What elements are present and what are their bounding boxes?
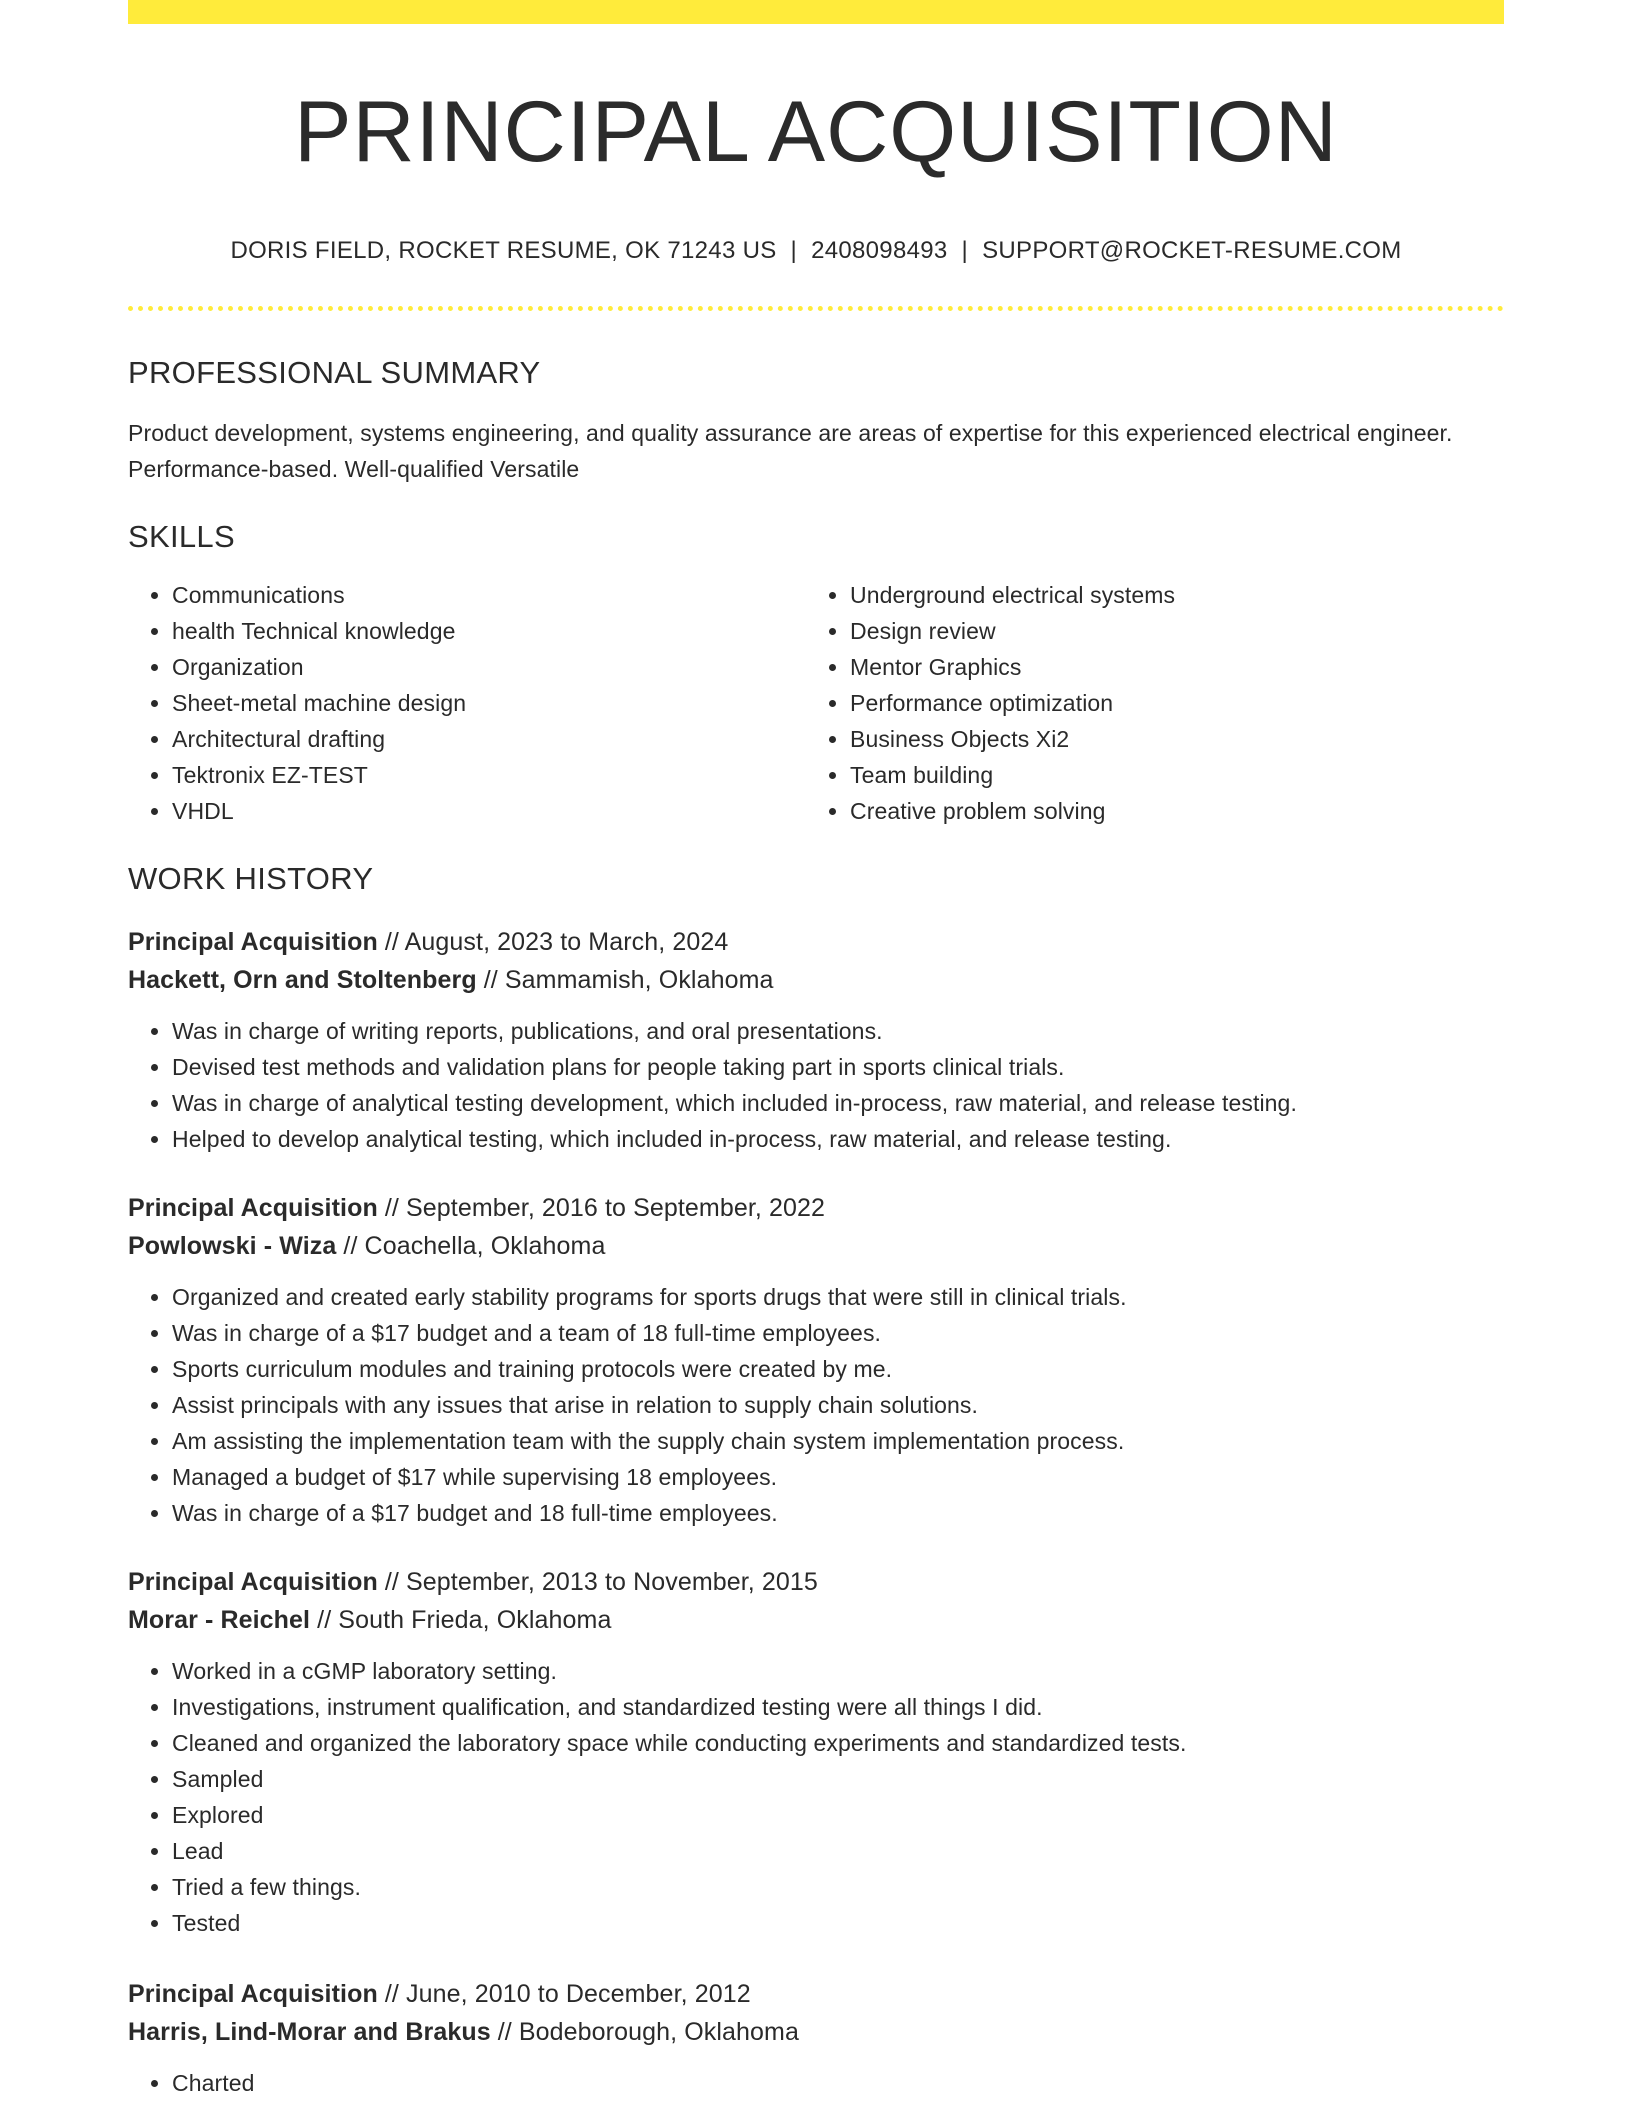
job-bullets bbox=[128, 1653, 1504, 1941]
job-role-line bbox=[128, 923, 1504, 961]
job-dates: // September, 2016 to September, 2022 bbox=[377, 1194, 825, 1222]
job-bullet: • Devised test methods and validation plans for people taking part in sports clinical trials. bbox=[172, 1049, 1504, 1085]
contact-phone: 2408098493 bbox=[811, 237, 948, 264]
job-dates: // September, 2013 to November, 2015 bbox=[377, 1568, 818, 1596]
skill-item: • Mentor Graphics bbox=[850, 649, 1484, 685]
skill-item: • Underground electrical systems bbox=[850, 577, 1484, 613]
job-bullets bbox=[128, 1013, 1504, 1157]
job-location: // Bodeborough, Oklahoma bbox=[490, 2018, 799, 2046]
job-bullet: • Charted bbox=[172, 2065, 1504, 2101]
job-bullets bbox=[128, 2065, 1504, 2101]
job-bullet: • Was in charge of analytical testing development, which included in-process, raw material, and release testing. bbox=[172, 1085, 1504, 1121]
job-company: Hackett, Orn and Stoltenberg bbox=[128, 966, 477, 994]
skills-list bbox=[128, 577, 1504, 829]
skill-item: • Tektronix EZ-TEST bbox=[172, 757, 806, 793]
job-bullet: • Cleaned and organized the laboratory space while conducting experiments and standardized tests. bbox=[172, 1725, 1504, 1761]
skill-item: • Communications bbox=[172, 577, 806, 613]
skill-item: • Design review bbox=[850, 613, 1484, 649]
job-role: Principal Acquisition bbox=[128, 1194, 378, 1222]
contact-line bbox=[128, 236, 1504, 266]
job-company-line bbox=[128, 2013, 1504, 2051]
job-bullet: • Was in charge of writing reports, publications, and oral presentations. bbox=[172, 1013, 1504, 1049]
job-entry bbox=[128, 923, 1504, 1157]
job-role: Principal Acquisition bbox=[128, 1980, 378, 2008]
job-company: Powlowski - Wiza bbox=[128, 1232, 337, 1260]
contact-separator: | bbox=[961, 237, 969, 264]
contact-separator: | bbox=[790, 237, 798, 264]
skill-item: • Performance optimization bbox=[850, 685, 1484, 721]
job-role-line bbox=[128, 1975, 1504, 2013]
skills-column-right bbox=[806, 577, 1484, 829]
job-bullet: • Am assisting the implementation team with the supply chain system implementation process. bbox=[172, 1423, 1504, 1459]
job-company-line bbox=[128, 1601, 1504, 1639]
job-company: Harris, Lind-Morar and Brakus bbox=[128, 2018, 491, 2046]
job-bullets bbox=[128, 1279, 1504, 1531]
job-dates: // June, 2010 to December, 2012 bbox=[377, 1980, 751, 2008]
dotted-divider bbox=[128, 306, 1504, 311]
summary-text: Product development, systems engineering, and quality assurance are areas of expertise for this experienced electrical engineer. Performance-based. Well-qualified Versatile bbox=[128, 420, 1453, 482]
job-company-line bbox=[128, 961, 1504, 999]
job-bullet: • Sports curriculum modules and training protocols were created by me. bbox=[172, 1351, 1504, 1387]
job-role-line bbox=[128, 1189, 1504, 1227]
resume-page bbox=[128, 0, 1504, 2101]
job-dates: // August, 2023 to March, 2024 bbox=[377, 928, 729, 956]
job-bullet: • Tried a few things. bbox=[172, 1869, 1504, 1905]
skill-item: • Business Objects Xi2 bbox=[850, 721, 1484, 757]
job-bullet: • Helped to develop analytical testing, which included in-process, raw material, and release testing. bbox=[172, 1121, 1504, 1157]
skill-item: • Creative problem solving bbox=[850, 793, 1484, 829]
job-bullet: • Assist principals with any issues that arise in relation to supply chain solutions. bbox=[172, 1387, 1504, 1423]
job-bullet: • Tested bbox=[172, 1905, 1504, 1941]
job-bullet: • Organized and created early stability programs for sports drugs that were still in clinical trials. bbox=[172, 1279, 1504, 1315]
job-entry bbox=[128, 1975, 1504, 2101]
accent-top-bar bbox=[128, 0, 1504, 24]
job-bullet: • Lead bbox=[172, 1833, 1504, 1869]
job-role-line bbox=[128, 1563, 1504, 1601]
job-company-line bbox=[128, 1227, 1504, 1265]
job-location: // Coachella, Oklahoma bbox=[336, 1232, 606, 1260]
job-bullet: • Was in charge of a $17 budget and a team of 18 full-time employees. bbox=[172, 1315, 1504, 1351]
job-bullet: • Sampled bbox=[172, 1761, 1504, 1797]
skill-item: • VHDL bbox=[172, 793, 806, 829]
skills-heading: SKILLS bbox=[128, 519, 235, 554]
job-bullet: • Explored bbox=[172, 1797, 1504, 1833]
summary-heading: PROFESSIONAL SUMMARY bbox=[128, 355, 541, 390]
job-role: Principal Acquisition bbox=[128, 1568, 378, 1596]
job-location: // South Frieda, Oklahoma bbox=[310, 1606, 612, 1634]
job-location: // Sammamish, Oklahoma bbox=[476, 966, 774, 994]
job-entry bbox=[128, 1189, 1504, 1531]
job-role: Principal Acquisition bbox=[128, 928, 378, 956]
skills-column-left bbox=[128, 577, 806, 829]
job-bullet: • Investigations, instrument qualification, and standardized testing were all things I did. bbox=[172, 1689, 1504, 1725]
resume-title: PRINCIPAL ACQUISITION bbox=[294, 84, 1338, 180]
contact-address: DORIS FIELD, ROCKET RESUME, OK 71243 US bbox=[230, 237, 777, 264]
skill-item: • Team building bbox=[850, 757, 1484, 793]
skill-item: • Sheet-metal machine design bbox=[172, 685, 806, 721]
skill-item: • health Technical knowledge bbox=[172, 613, 806, 649]
contact-email: SUPPORT@ROCKET-RESUME.COM bbox=[982, 237, 1402, 264]
job-bullet: • Worked in a cGMP laboratory setting. bbox=[172, 1653, 1504, 1689]
skill-item: • Architectural drafting bbox=[172, 721, 806, 757]
job-bullet: • Was in charge of a $17 budget and 18 full-time employees. bbox=[172, 1495, 1504, 1531]
job-bullet: • Managed a budget of $17 while supervising 18 employees. bbox=[172, 1459, 1504, 1495]
job-company: Morar - Reichel bbox=[128, 1606, 311, 1634]
skill-item: • Organization bbox=[172, 649, 806, 685]
work-history-heading: WORK HISTORY bbox=[128, 861, 374, 896]
job-entry bbox=[128, 1563, 1504, 1941]
